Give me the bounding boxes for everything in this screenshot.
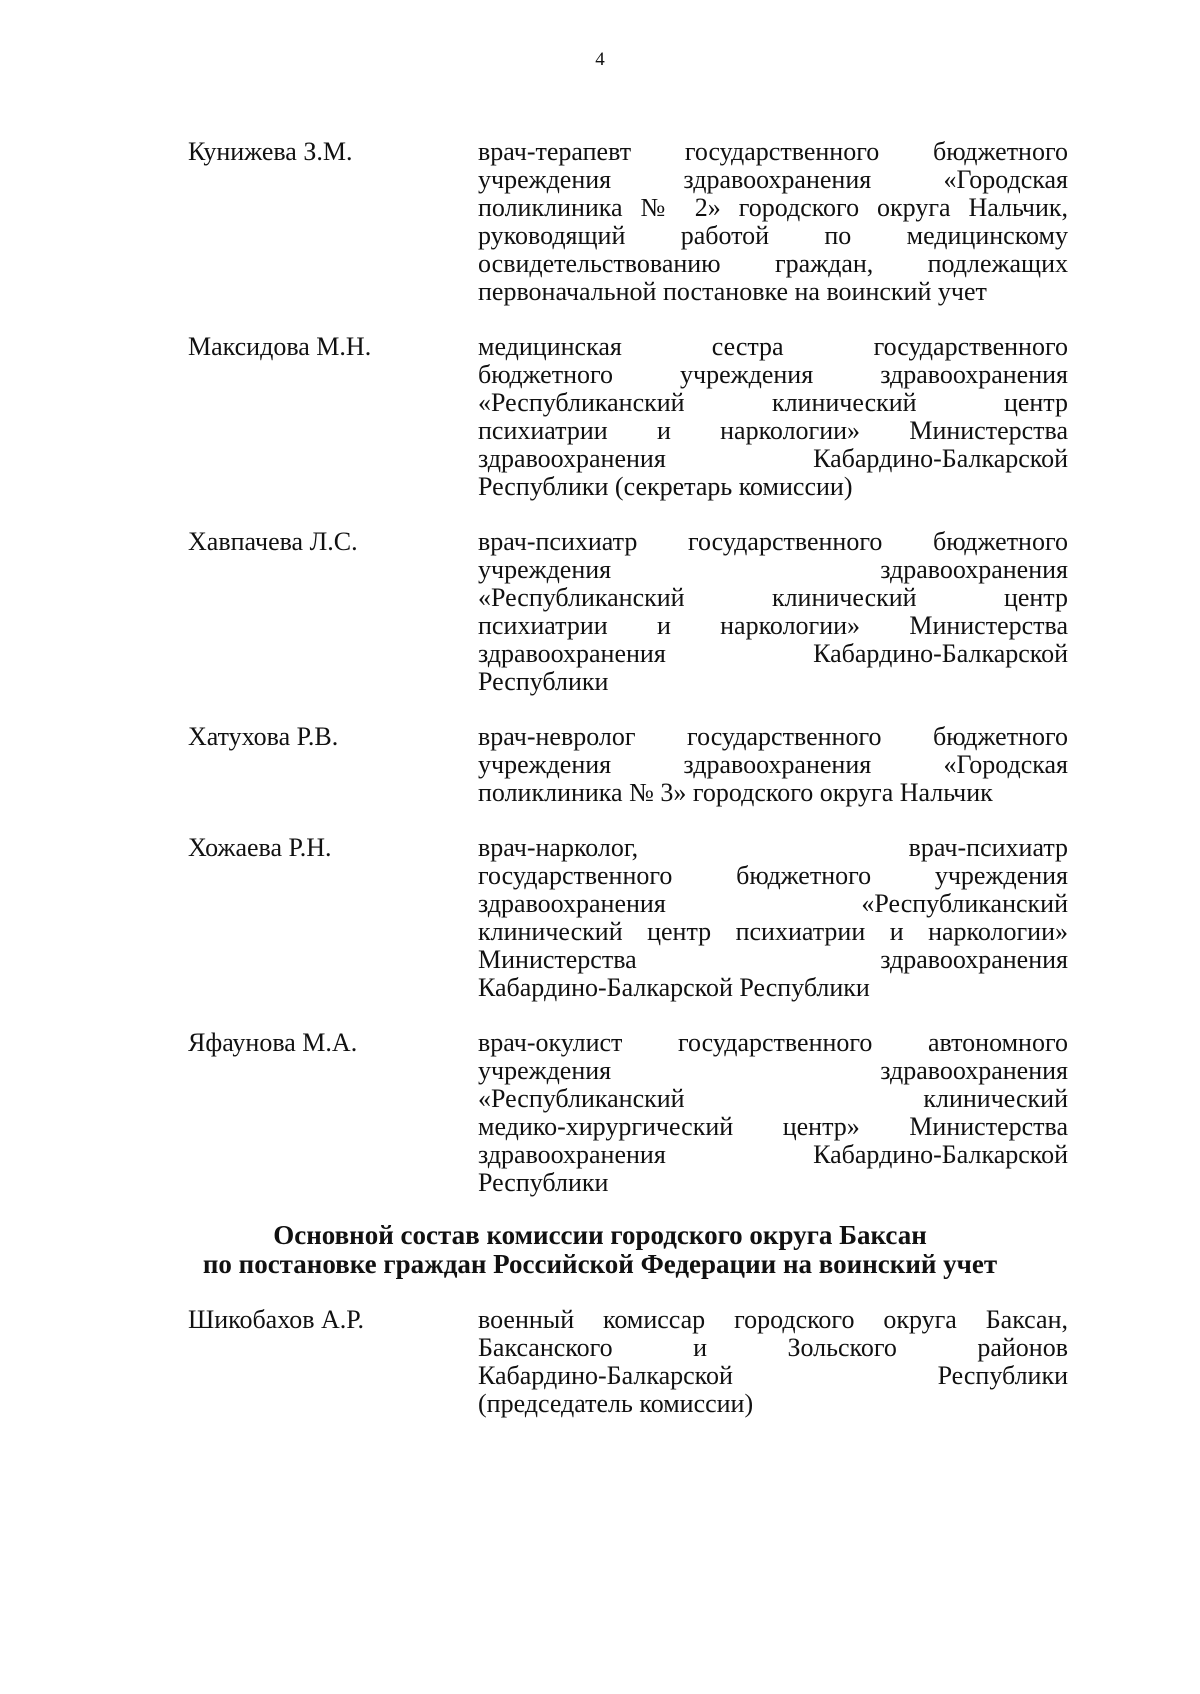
section-heading (0, 1221, 1200, 1279)
position-line: врач-окулист государственного автономного (478, 1028, 1068, 1057)
member-position (478, 138, 1068, 306)
member-name: Яфаунова М.А. (188, 1028, 358, 1057)
member-position (478, 333, 1068, 501)
position-line: поликлиника № 2» городского округа Нальчик, (478, 193, 1068, 222)
member-position (478, 834, 1068, 1002)
member-position (478, 1306, 1068, 1418)
position-line: руководящий работой по медицинскому (478, 221, 1068, 250)
member-position (478, 528, 1068, 696)
position-line: психиатрии и наркологии» Министерства (478, 416, 1068, 445)
position-line: психиатрии и наркологии» Министерства (478, 611, 1068, 640)
position-line: Министерства здравоохранения (478, 945, 1068, 974)
position-line: медицинская сестра государственного (478, 332, 1068, 361)
position-line: Баксанского и Зольского районов (478, 1333, 1068, 1362)
position-line: «Республиканский клинический (478, 1084, 1068, 1113)
position-line: учреждения здравоохранения (478, 555, 1068, 584)
position-line: Республики (секретарь комиссии) (478, 472, 853, 501)
member-position (478, 723, 1068, 807)
member-name: Хавпачева Л.С. (188, 527, 358, 556)
position-line: Кабардино-Балкарской Республики (478, 973, 870, 1002)
position-line: Кабардино-Балкарской Республики (478, 1361, 1068, 1390)
position-line: государственного бюджетного учреждения (478, 861, 1068, 890)
member-name: Хожаева Р.Н. (188, 833, 332, 862)
position-line: Республики (478, 1168, 609, 1197)
position-line: учреждения здравоохранения «Городская (478, 165, 1068, 194)
position-line: учреждения здравоохранения «Городская (478, 750, 1068, 779)
position-line: здравоохранения Кабардино-Балкарской (478, 639, 1068, 668)
position-line: здравоохранения Кабардино-Балкарской (478, 444, 1068, 473)
member-position (478, 1029, 1068, 1197)
position-line: учреждения здравоохранения (478, 1056, 1068, 1085)
section-heading-line: Основной состав комиссии городского округа Баксан (273, 1220, 927, 1250)
position-line: поликлиника № 3» городского округа Нальчик (478, 778, 993, 807)
page-number: 4 (595, 49, 605, 70)
position-line: врач-невролог государственного бюджетного (478, 722, 1068, 751)
position-line: (председатель комиссии) (478, 1389, 754, 1418)
member-name: Хатухова Р.В. (188, 722, 339, 751)
position-line: врач-терапевт государственного бюджетного (478, 137, 1068, 166)
position-line: здравоохранения «Республиканский (478, 889, 1068, 918)
section-heading-line: по постановке граждан Российской Федерации на воинский учет (202, 1249, 998, 1279)
position-line: клинический центр психиатрии и наркологии» (478, 917, 1068, 946)
position-line: освидетельствованию граждан, подлежащих (478, 249, 1068, 278)
position-line: здравоохранения Кабардино-Балкарской (478, 1140, 1068, 1169)
position-line: медико-хирургический центр» Министерства (478, 1112, 1068, 1141)
position-line: бюджетного учреждения здравоохранения (478, 360, 1068, 389)
position-line: врач-психиатр государственного бюджетного (478, 527, 1068, 556)
position-line: Республики (478, 667, 609, 696)
position-line: врач-нарколог, врач-психиатр (478, 833, 1068, 862)
position-line: военный комиссар городского округа Баксан, (478, 1305, 1068, 1334)
member-name: Максидова М.Н. (188, 332, 372, 361)
position-line: первоначальной постановке на воинский учет (478, 277, 987, 306)
position-line: «Республиканский клинический центр (478, 583, 1068, 612)
member-name: Шикобахов А.Р. (188, 1305, 364, 1334)
member-name: Кунижева З.М. (188, 137, 353, 166)
position-line: «Республиканский клинический центр (478, 388, 1068, 417)
